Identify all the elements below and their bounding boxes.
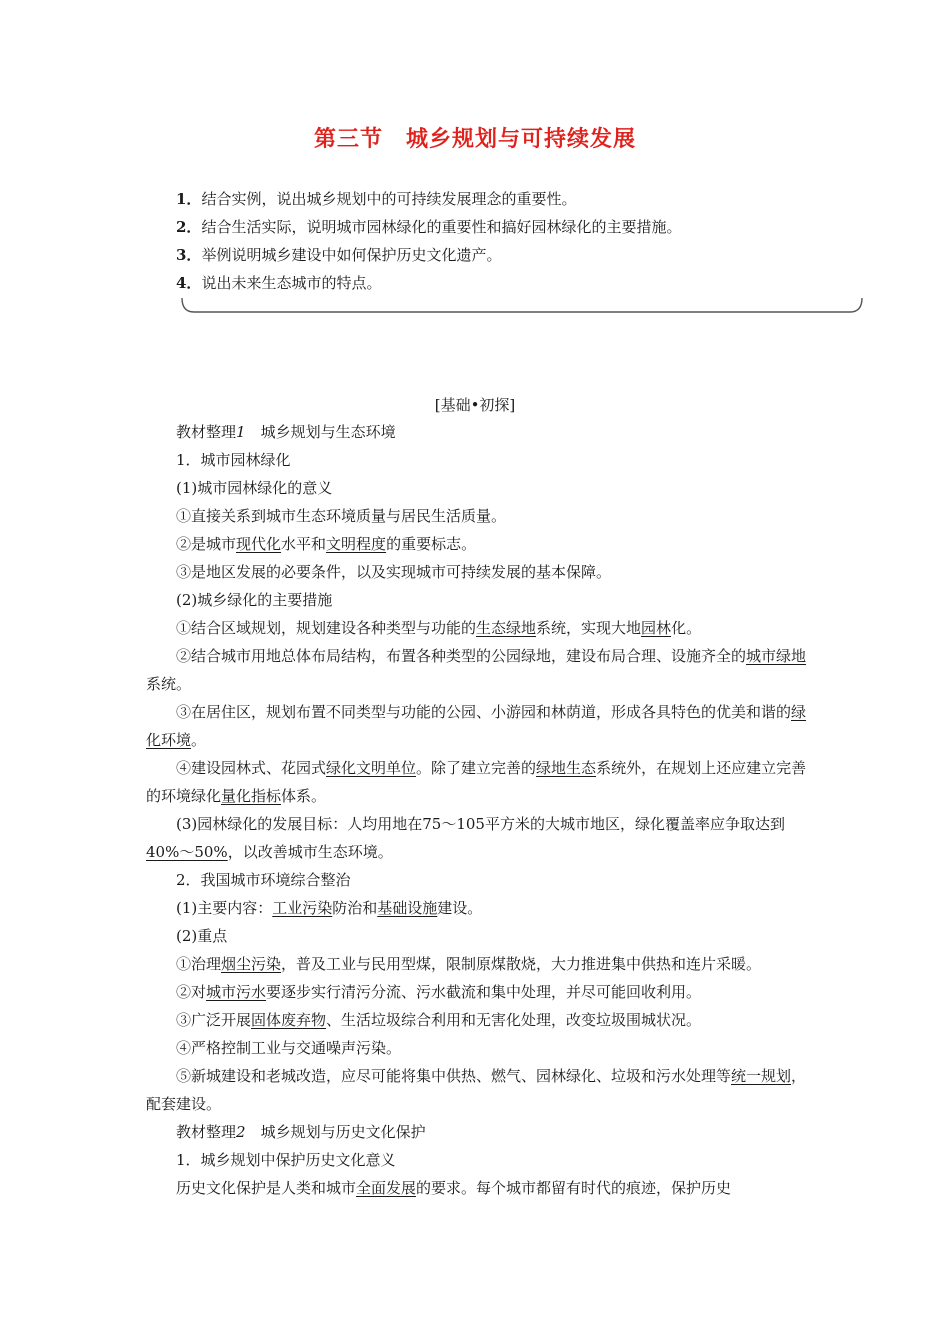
- paragraph: ①治理烟尘污染，普及工业与民用型煤，限制原煤散烧，大力推进集中供热和连片采暖。: [176, 955, 762, 973]
- topic-heading: 教材整理1 城乡规划与生态环境: [176, 423, 396, 441]
- paragraph: ②是城市现代化水平和文明程度的重要标志。: [176, 535, 477, 553]
- paragraph: ②结合城市用地总体布局结构，布置各种类型的公园绿地，建设布局合理、设施齐全的城市绿地系统。: [146, 647, 807, 693]
- section-tag: [基础•初探]: [434, 396, 516, 414]
- heading: 1．城市园林绿化: [176, 451, 291, 469]
- subheading: (1)城市园林绿化的意义: [176, 479, 333, 497]
- paragraph: ①结合区域规划，规划建设各种类型与功能的生态绿地系统，实现大地园林化。: [176, 619, 702, 637]
- goals-bracket-divider: [180, 296, 864, 318]
- subheading: (2)重点: [176, 927, 228, 945]
- paragraph: ④严格控制工业与交通噪声污染。: [176, 1039, 402, 1057]
- paragraph: ④建设园林式、花园式绿化文明单位。除了建立完善的绿地生态系统外，在规划上还应建立完善的环境绿化量化指标体系。: [146, 759, 807, 805]
- paragraph: ⑤新城建设和老城改造，应尽可能将集中供热、燃气、园林绿化、垃圾和污水处理等统一规划，配套建设。: [146, 1067, 807, 1113]
- goal-item: 4．说出未来生态城市的特点。: [176, 274, 382, 292]
- heading: 2．我国城市环境综合整治: [176, 871, 351, 889]
- subheading: (2)城乡绿化的主要措施: [176, 591, 333, 609]
- learning-goals: [176, 185, 856, 297]
- goal-item: 2．结合生活实际，说明城市园林绿化的重要性和搞好园林绿化的主要措施。: [176, 218, 682, 236]
- paragraph: ③是地区发展的必要条件，以及实现城市可持续发展的基本保障。: [176, 563, 612, 581]
- paragraph: (1)主要内容：工业污染防治和基础设施建设。: [176, 899, 483, 917]
- paragraph: ③广泛开展固体废弃物、生活垃圾综合利用和无害化处理，改变垃圾围城状况。: [176, 1011, 702, 1029]
- paragraph: ①直接关系到城市生态环境质量与居民生活质量。: [176, 507, 507, 525]
- paragraph: (3)园林绿化的发展目标：人均用地在75～105平方米的大城市地区，绿化覆盖率应争取达到40%～50%，以改善城市生态环境。: [146, 815, 785, 861]
- topic-heading: 教材整理2 城乡规划与历史文化保护: [176, 1123, 426, 1141]
- goal-item: 1．结合实例，说出城乡规划中的可持续发展理念的重要性。: [176, 190, 577, 208]
- heading: 1．城乡规划中保护历史文化意义: [176, 1151, 396, 1169]
- content-body: [146, 418, 808, 1202]
- page-title: 第三节 城乡规划与可持续发展: [313, 127, 636, 152]
- paragraph: ②对城市污水要逐步实行清污分流、污水截流和集中处理，并尽可能回收利用。: [176, 983, 702, 1001]
- paragraph: ③在居住区，规划布置不同类型与功能的公园、小游园和林荫道，形成各具特色的优美和谐的绿化环境。: [146, 703, 807, 749]
- goal-item: 3．举例说明城乡建设中如何保护历史文化遗产。: [176, 246, 502, 264]
- paragraph: 历史文化保护是人类和城市全面发展的要求。每个城市都留有时代的痕迹，保护历史: [176, 1179, 732, 1197]
